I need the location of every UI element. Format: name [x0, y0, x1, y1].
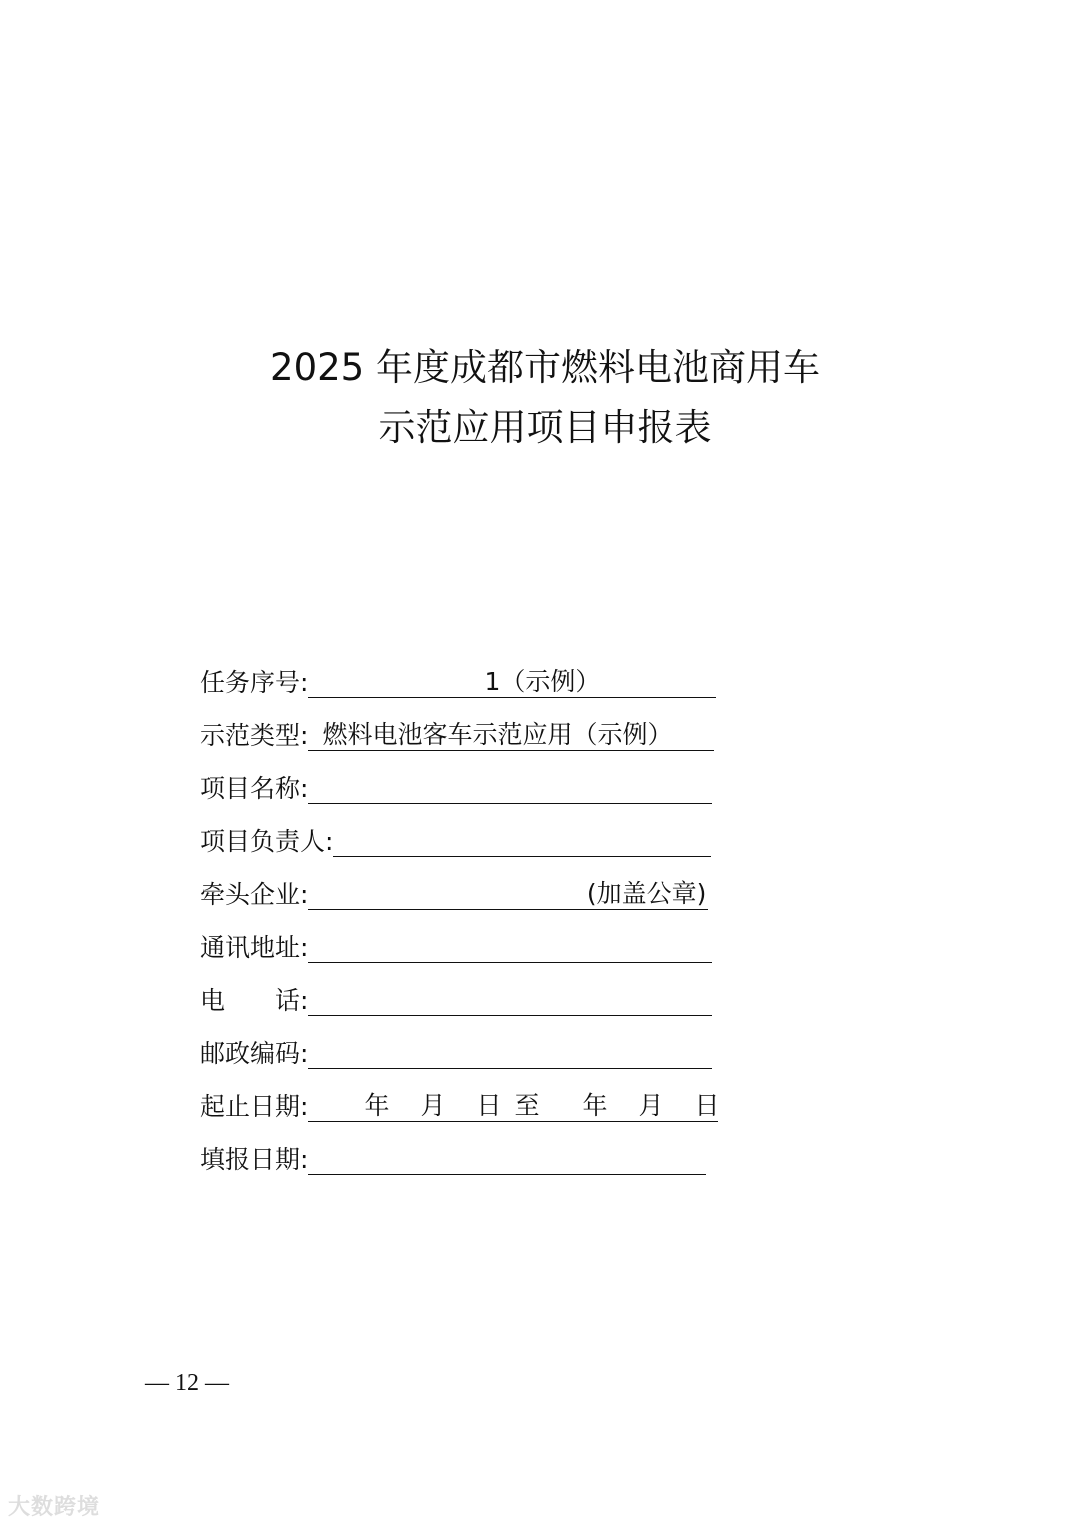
fill-date-field[interactable] [308, 1144, 706, 1175]
demo-type-row [200, 711, 714, 751]
period-row [200, 1082, 718, 1122]
address-row [200, 923, 712, 963]
task-number-label: 任务序号: [200, 668, 309, 697]
task-number-value: 1（示例） [484, 667, 601, 696]
phone-row [200, 976, 712, 1016]
phone-field[interactable] [308, 985, 712, 1016]
project-name-label: 项目名称: [200, 774, 309, 803]
to-text: 至 [514, 1091, 540, 1120]
lead-company-field[interactable] [308, 879, 708, 910]
page-number: — 12 — [145, 1370, 229, 1396]
lead-company-label: 牵头企业: [200, 880, 309, 909]
period-label: 起止日期: [200, 1092, 309, 1121]
demo-type-label: 示范类型: [200, 721, 309, 750]
demo-type-value: 燃料电池客车示范应用（示例） [322, 720, 673, 749]
start-month: 月 [420, 1091, 446, 1120]
project-leader-field[interactable] [333, 826, 711, 857]
project-name-row [200, 764, 712, 804]
project-leader-row [200, 817, 711, 857]
fill-date-label: 填报日期: [200, 1145, 309, 1174]
project-leader-label: 项目负责人: [200, 827, 334, 856]
task-number-field[interactable] [308, 667, 716, 698]
project-name-field[interactable] [308, 773, 712, 804]
document-title-line1: 2025 年度成都市燃料电池商用车 [270, 346, 820, 389]
seal-note: (加盖公章) [586, 879, 707, 908]
period-field[interactable] [308, 1091, 718, 1122]
task-number-row [200, 658, 716, 698]
end-year: 年 [582, 1091, 608, 1120]
phone-label: 电 话: [200, 986, 309, 1015]
start-year: 年 [364, 1091, 390, 1120]
address-label: 通讯地址: [200, 933, 309, 962]
demo-type-field[interactable] [308, 720, 714, 751]
postcode-field[interactable] [308, 1038, 712, 1069]
document-title-line2: 示范应用项目申报表 [378, 406, 712, 449]
start-day: 日 [476, 1091, 502, 1120]
postcode-label: 邮政编码: [200, 1039, 309, 1068]
postcode-row [200, 1029, 712, 1069]
address-field[interactable] [308, 932, 712, 963]
fill-date-row [200, 1135, 706, 1175]
end-day: 日 [694, 1091, 720, 1120]
end-month: 月 [638, 1091, 664, 1120]
watermark-logo: 大数跨境 [8, 1495, 101, 1520]
lead-company-row [200, 870, 708, 910]
